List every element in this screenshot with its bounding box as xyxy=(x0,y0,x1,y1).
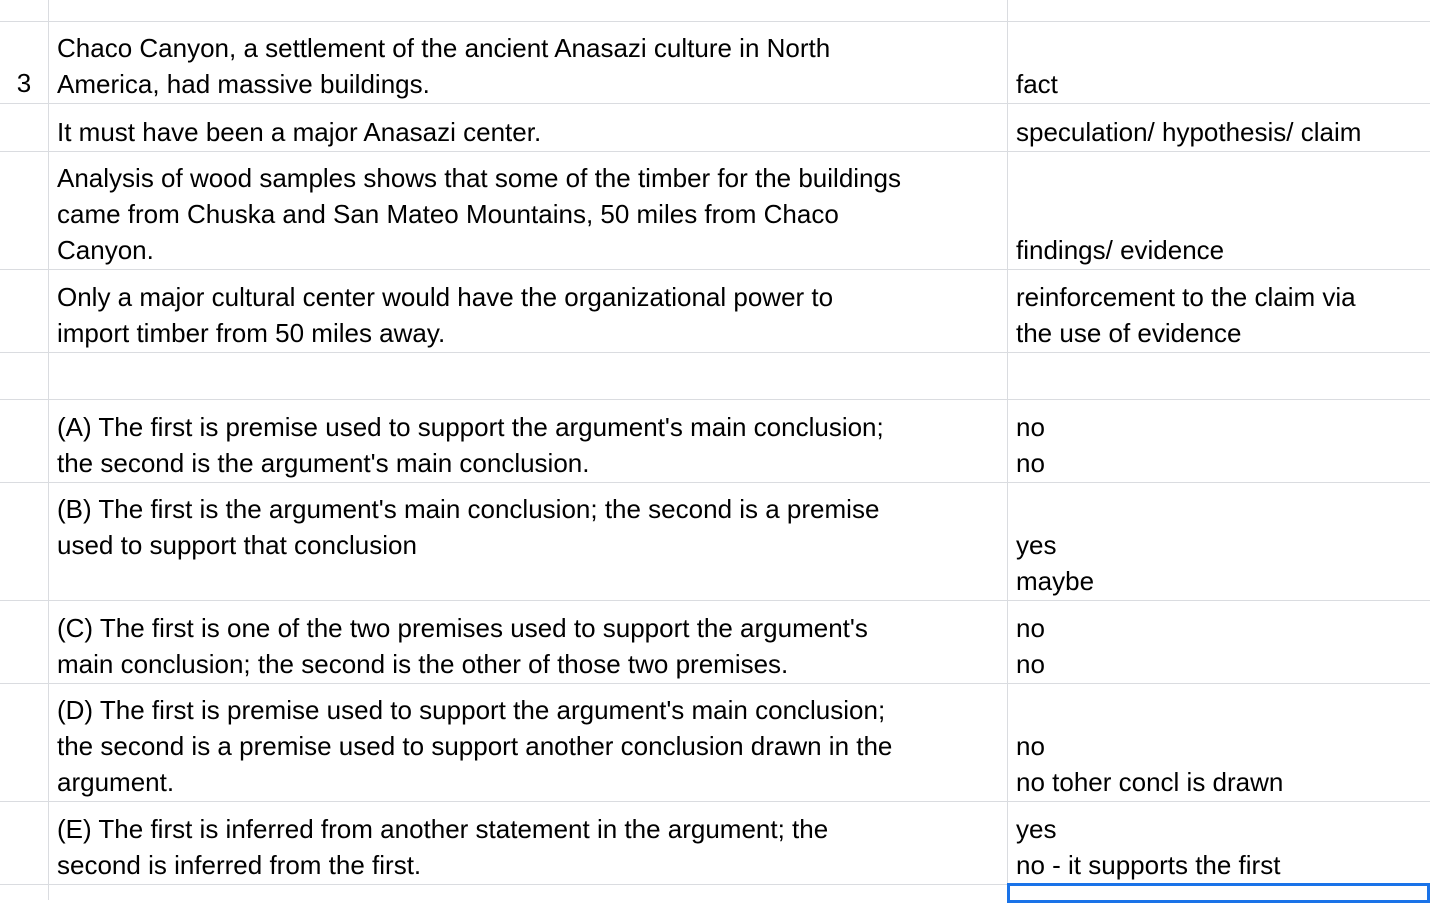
cell-text-line: came from Chuska and San Mateo Mountains, 50 miles from Chaco xyxy=(57,199,839,229)
cell-text-line: second is inferred from the first. xyxy=(57,850,422,880)
row-header[interactable] xyxy=(0,104,49,151)
cell-classification[interactable] xyxy=(1007,353,1430,399)
cell-text-line: fact xyxy=(1016,69,1058,99)
cell-statement[interactable] xyxy=(57,885,1007,900)
cell-evaluation[interactable] xyxy=(1007,802,1430,884)
cell-classification[interactable] xyxy=(1007,22,1430,103)
cell-text-line: no xyxy=(1016,731,1045,761)
cell-statement[interactable] xyxy=(57,152,1007,269)
cell-classification[interactable] xyxy=(1007,104,1430,151)
cell-text-line: Canyon. xyxy=(57,235,154,265)
cell-text-line: the use of evidence xyxy=(1016,318,1242,348)
table-row[interactable] xyxy=(0,802,1430,885)
row-header[interactable] xyxy=(0,601,49,683)
cell-text-line: yes xyxy=(1016,814,1057,844)
table-row[interactable] xyxy=(0,152,1430,270)
cell-text-line: no xyxy=(1016,448,1045,478)
cell-text-line: (E) The first is inferred from another statement in the argument; the xyxy=(57,814,829,844)
cell-answer-choice[interactable] xyxy=(57,601,1007,683)
table-row[interactable] xyxy=(0,400,1430,483)
cell-statement[interactable] xyxy=(57,22,1007,103)
cell-answer-choice[interactable] xyxy=(57,400,1007,482)
cell-text-line: Analysis of wood samples shows that some of the timber for the buildings xyxy=(57,163,901,193)
cell-statement[interactable] xyxy=(57,0,1007,21)
table-row[interactable] xyxy=(0,483,1430,601)
cell-statement[interactable] xyxy=(57,104,1007,151)
cell-classification[interactable] xyxy=(1007,270,1430,352)
row-header[interactable] xyxy=(0,400,49,482)
table-row[interactable] xyxy=(0,0,1430,22)
cell-answer-choice[interactable] xyxy=(57,483,1007,600)
cell-text-line: (D) The first is premise used to support the argument's main conclusion; xyxy=(57,695,886,725)
table-row[interactable] xyxy=(0,22,1430,104)
cell-text-line: maybe xyxy=(1016,566,1095,596)
cell-text-line: (A) The first is premise used to support the argument's main conclusion; xyxy=(57,412,884,442)
table-row[interactable] xyxy=(0,601,1430,684)
row-header[interactable] xyxy=(0,0,49,21)
cell-text-line: no xyxy=(1016,649,1045,679)
table-row[interactable] xyxy=(0,684,1430,802)
cell-statement[interactable] xyxy=(57,270,1007,352)
cell-text-line: Chaco Canyon, a settlement of the ancient Anasazi culture in North xyxy=(57,33,831,63)
row-header[interactable] xyxy=(0,353,49,399)
cell-text-line: no - it supports the first xyxy=(1016,850,1281,880)
cell-text-line: no xyxy=(1016,412,1045,442)
cell-text-line: (C) The first is one of the two premises used to support the argument's xyxy=(57,613,868,643)
row-header[interactable] xyxy=(0,483,49,600)
cell-evaluation[interactable] xyxy=(1007,601,1430,683)
cell-text-line: the second is the argument's main conclusion. xyxy=(57,448,590,478)
cell-evaluation[interactable] xyxy=(1007,400,1430,482)
cell-answer-choice[interactable] xyxy=(57,802,1007,884)
cell-text-line: America, had massive buildings. xyxy=(57,69,430,99)
cell-text-line: Only a major cultural center would have the organizational power to xyxy=(57,282,834,312)
row-header[interactable] xyxy=(0,684,49,801)
cell-text-line: (B) The first is the argument's main conclusion; the second is a premise xyxy=(57,494,880,524)
cell-text-line: main conclusion; the second is the other of those two premises. xyxy=(57,649,789,679)
table-row[interactable] xyxy=(0,104,1430,152)
cell-text-line: speculation/ hypothesis/ claim xyxy=(1016,117,1362,147)
cell-answer-choice[interactable] xyxy=(57,684,1007,801)
table-row[interactable] xyxy=(0,270,1430,353)
cell-evaluation[interactable] xyxy=(1007,483,1430,600)
cell-text-line: argument. xyxy=(57,767,175,797)
cell-evaluation[interactable] xyxy=(1007,684,1430,801)
cell-text-line: yes xyxy=(1016,530,1057,560)
cell-text-line: the second is a premise used to support another conclusion drawn in the xyxy=(57,731,893,761)
cell-text-line: It must have been a major Anasazi center. xyxy=(57,117,542,147)
cell-text-line: reinforcement to the claim via xyxy=(1016,282,1356,312)
cell-text-line: no xyxy=(1016,613,1045,643)
table-row[interactable] xyxy=(0,353,1430,400)
cell-text-line: findings/ evidence xyxy=(1016,235,1225,265)
cell-classification[interactable] xyxy=(1007,0,1430,21)
cell-text-line: import timber from 50 miles away. xyxy=(57,318,446,348)
row-header[interactable] xyxy=(0,22,49,103)
cell-text-line: used to support that conclusion xyxy=(57,530,417,560)
cell-classification[interactable] xyxy=(1007,152,1430,269)
cell-statement[interactable] xyxy=(57,353,1007,399)
active-cell-selection[interactable] xyxy=(1007,883,1430,903)
cell-text-line: no toher concl is drawn xyxy=(1016,767,1284,797)
row-header[interactable] xyxy=(0,802,49,884)
row-header[interactable] xyxy=(0,152,49,269)
row-number: 3 xyxy=(16,68,32,98)
row-header[interactable] xyxy=(0,885,49,900)
row-header[interactable] xyxy=(0,270,49,352)
